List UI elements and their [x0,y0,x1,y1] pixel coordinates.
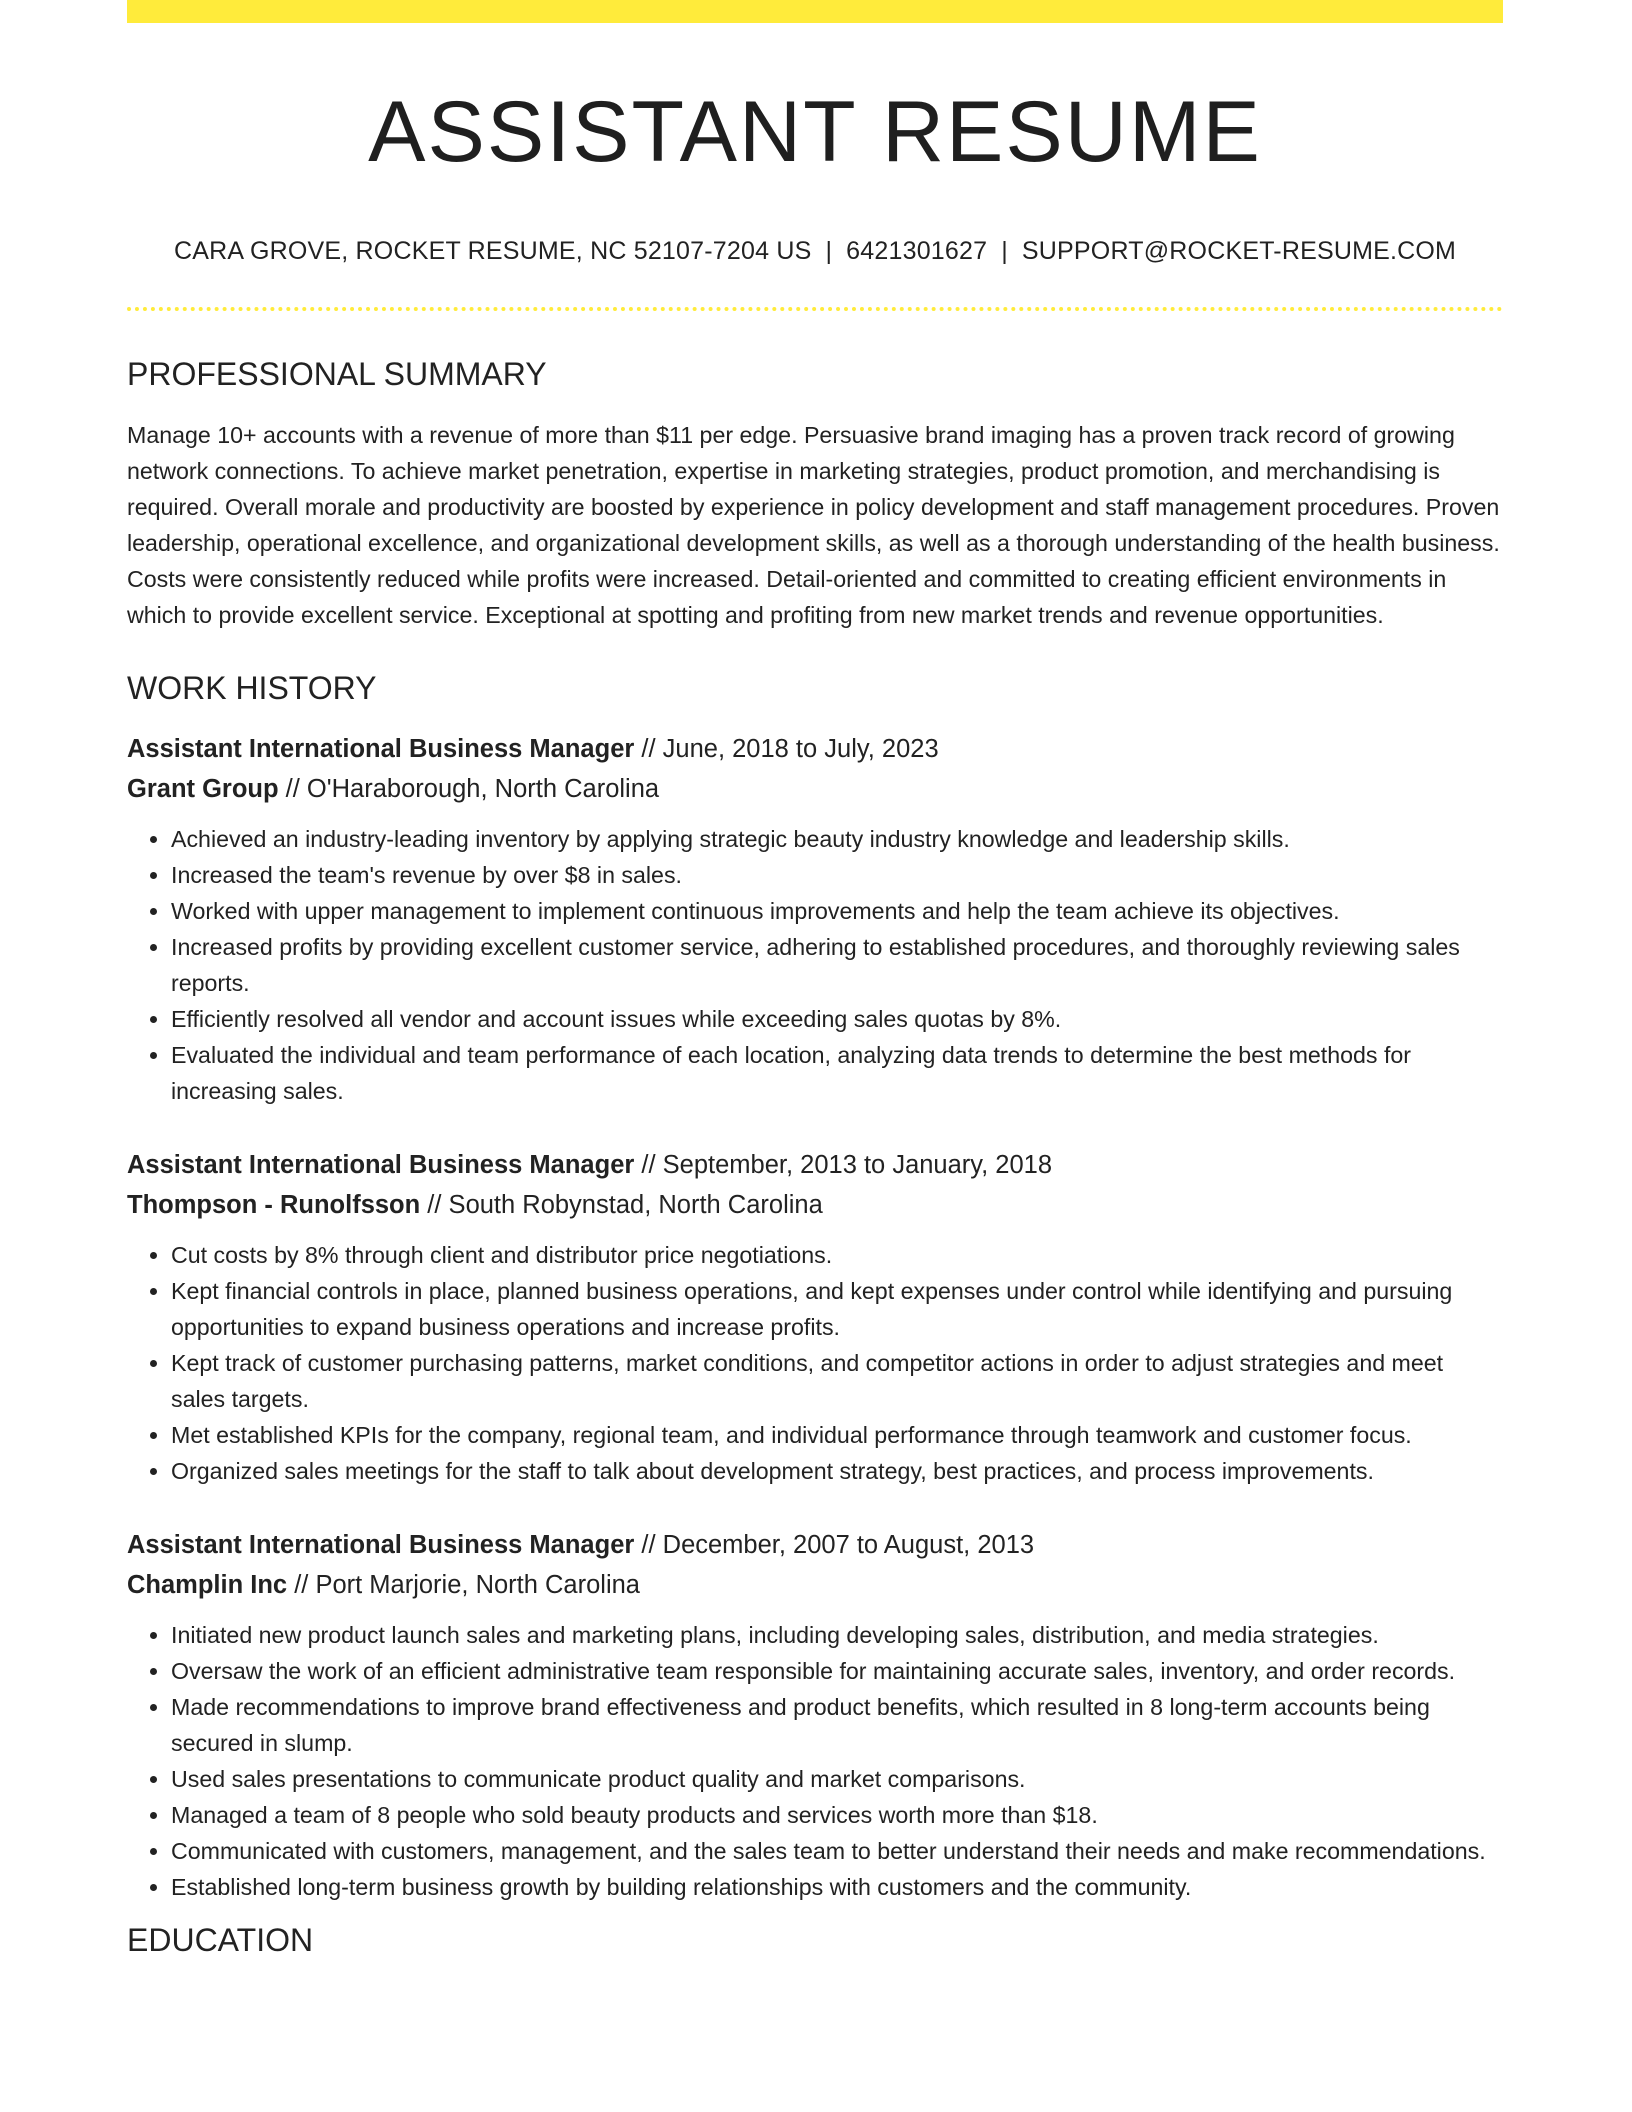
job-bullet: • Increased profits by providing excellent customer service, adhering to established procedures, and thoroughly reviewing sales reports. [171,929,1503,1001]
education-heading: EDUCATION [127,1922,314,1959]
job-company: Champlin Inc [127,1571,288,1600]
contact-separator: | [825,236,833,265]
job-bullet: • Evaluated the individual and team performance of each location, analyzing data trends to determine the best methods for increasing sales. [171,1037,1503,1109]
job-entry [127,1525,1503,1905]
contact-email: SUPPORT@ROCKET-RESUME.COM [1021,236,1457,265]
job-bullet: • Used sales presentations to communicate product quality and market comparisons. [171,1761,1503,1797]
job-bullet: • Increased the team's revenue by over $8 in sales. [171,857,1503,893]
job-title: Assistant International Business Manager [127,1531,635,1560]
job-bullet: • Met established KPIs for the company, regional team, and individual performance through teamwork and customer focus. [171,1417,1503,1453]
job-bullet: • Kept financial controls in place, planned business operations, and kept expenses under control while identifying and pursuing opportunities to expand business operations and increase profits. [171,1273,1503,1345]
job-bullet: • Achieved an industry-leading inventory by applying strategic beauty industry knowledge and leadership skills. [171,821,1503,857]
contact-phone: 6421301627 [846,236,988,265]
job-bullet: • Cut costs by 8% through client and distributor price negotiations. [171,1237,1503,1273]
job-bullet: • Initiated new product launch sales and marketing plans, including developing sales, distribution, and media strategies. [171,1617,1503,1653]
job-entry [127,1145,1503,1489]
job-title-line [127,1145,1503,1185]
dotted-divider [127,307,1503,311]
job-dates: // September, 2013 to January, 2018 [634,1151,1053,1180]
resume-page [127,0,1503,1960]
summary-heading: PROFESSIONAL SUMMARY [127,355,547,392]
job-bullets [127,1237,1503,1489]
job-bullet: • Managed a team of 8 people who sold beauty products and services worth more than $18. [171,1797,1503,1833]
job-title: Assistant International Business Manager [127,1151,635,1180]
contact-line [127,236,1503,266]
job-bullet: • Organized sales meetings for the staff to talk about development strategy, best practices, and process improvements. [171,1453,1503,1489]
job-bullets [127,1617,1503,1905]
job-bullet: • Established long-term business growth by building relationships with customers and the community. [171,1869,1503,1905]
job-bullets [127,821,1503,1109]
resume-title: ASSISTANT RESUME [368,84,1262,180]
job-bullet: • Worked with upper management to implement continuous improvements and help the team achieve its objectives. [171,893,1503,929]
job-entry [127,729,1503,1109]
job-company: Grant Group [127,775,279,804]
job-bullet: • Kept track of customer purchasing patterns, market conditions, and competitor actions in order to adjust strategies and meet sales targets. [171,1345,1503,1417]
job-company-line [127,769,1503,809]
work-history-heading: WORK HISTORY [127,669,377,706]
job-dates: // June, 2018 to July, 2023 [634,735,939,764]
job-bullet: • Communicated with customers, management, and the sales team to better understand their needs and make recommendations. [171,1833,1503,1869]
job-dates: // December, 2007 to August, 2013 [634,1531,1035,1560]
job-bullet: • Efficiently resolved all vendor and account issues while exceeding sales quotas by 8%. [171,1001,1503,1037]
accent-top-bar [127,0,1503,23]
job-title: Assistant International Business Manager [127,735,635,764]
job-location: // O'Haraborough, North Carolina [278,775,660,804]
job-title-line [127,729,1503,769]
contact-address: CARA GROVE, ROCKET RESUME, NC 52107-7204 US [173,236,812,265]
contact-separator: | [1001,236,1008,265]
job-company: Thompson - Runolfsson [127,1191,421,1220]
job-bullet: • Made recommendations to improve brand effectiveness and product benefits, which resulted in 8 long-term accounts being secured in slump. [171,1689,1503,1761]
job-company-line [127,1185,1503,1225]
summary-text: Manage 10+ accounts with a revenue of more than $11 per edge. Persuasive brand imaging has a proven track record of growing network connections. To achieve market penetration, expertise in marketing strategies, product promotion, and merchandising is required. Overall morale and productivity are boosted by experience in policy development and staff management procedures. Proven leadership, operational excellence, and organizational development skills, as well as a thorough understanding of the health business. Costs were consistently reduced while profits were increased. Detail-oriented and committed to creating efficient environments in which to provide excellent service. Exceptional at spotting and profiting from new market trends and revenue opportunities. [127,421,1500,628]
job-company-line [127,1565,1503,1605]
job-location: // South Robynstad, North Carolina [420,1191,823,1220]
job-title-line [127,1525,1503,1565]
job-location: // Port Marjorie, North Carolina [287,1571,640,1600]
job-bullet: • Oversaw the work of an efficient administrative team responsible for maintaining accurate sales, inventory, and order records. [171,1653,1503,1689]
